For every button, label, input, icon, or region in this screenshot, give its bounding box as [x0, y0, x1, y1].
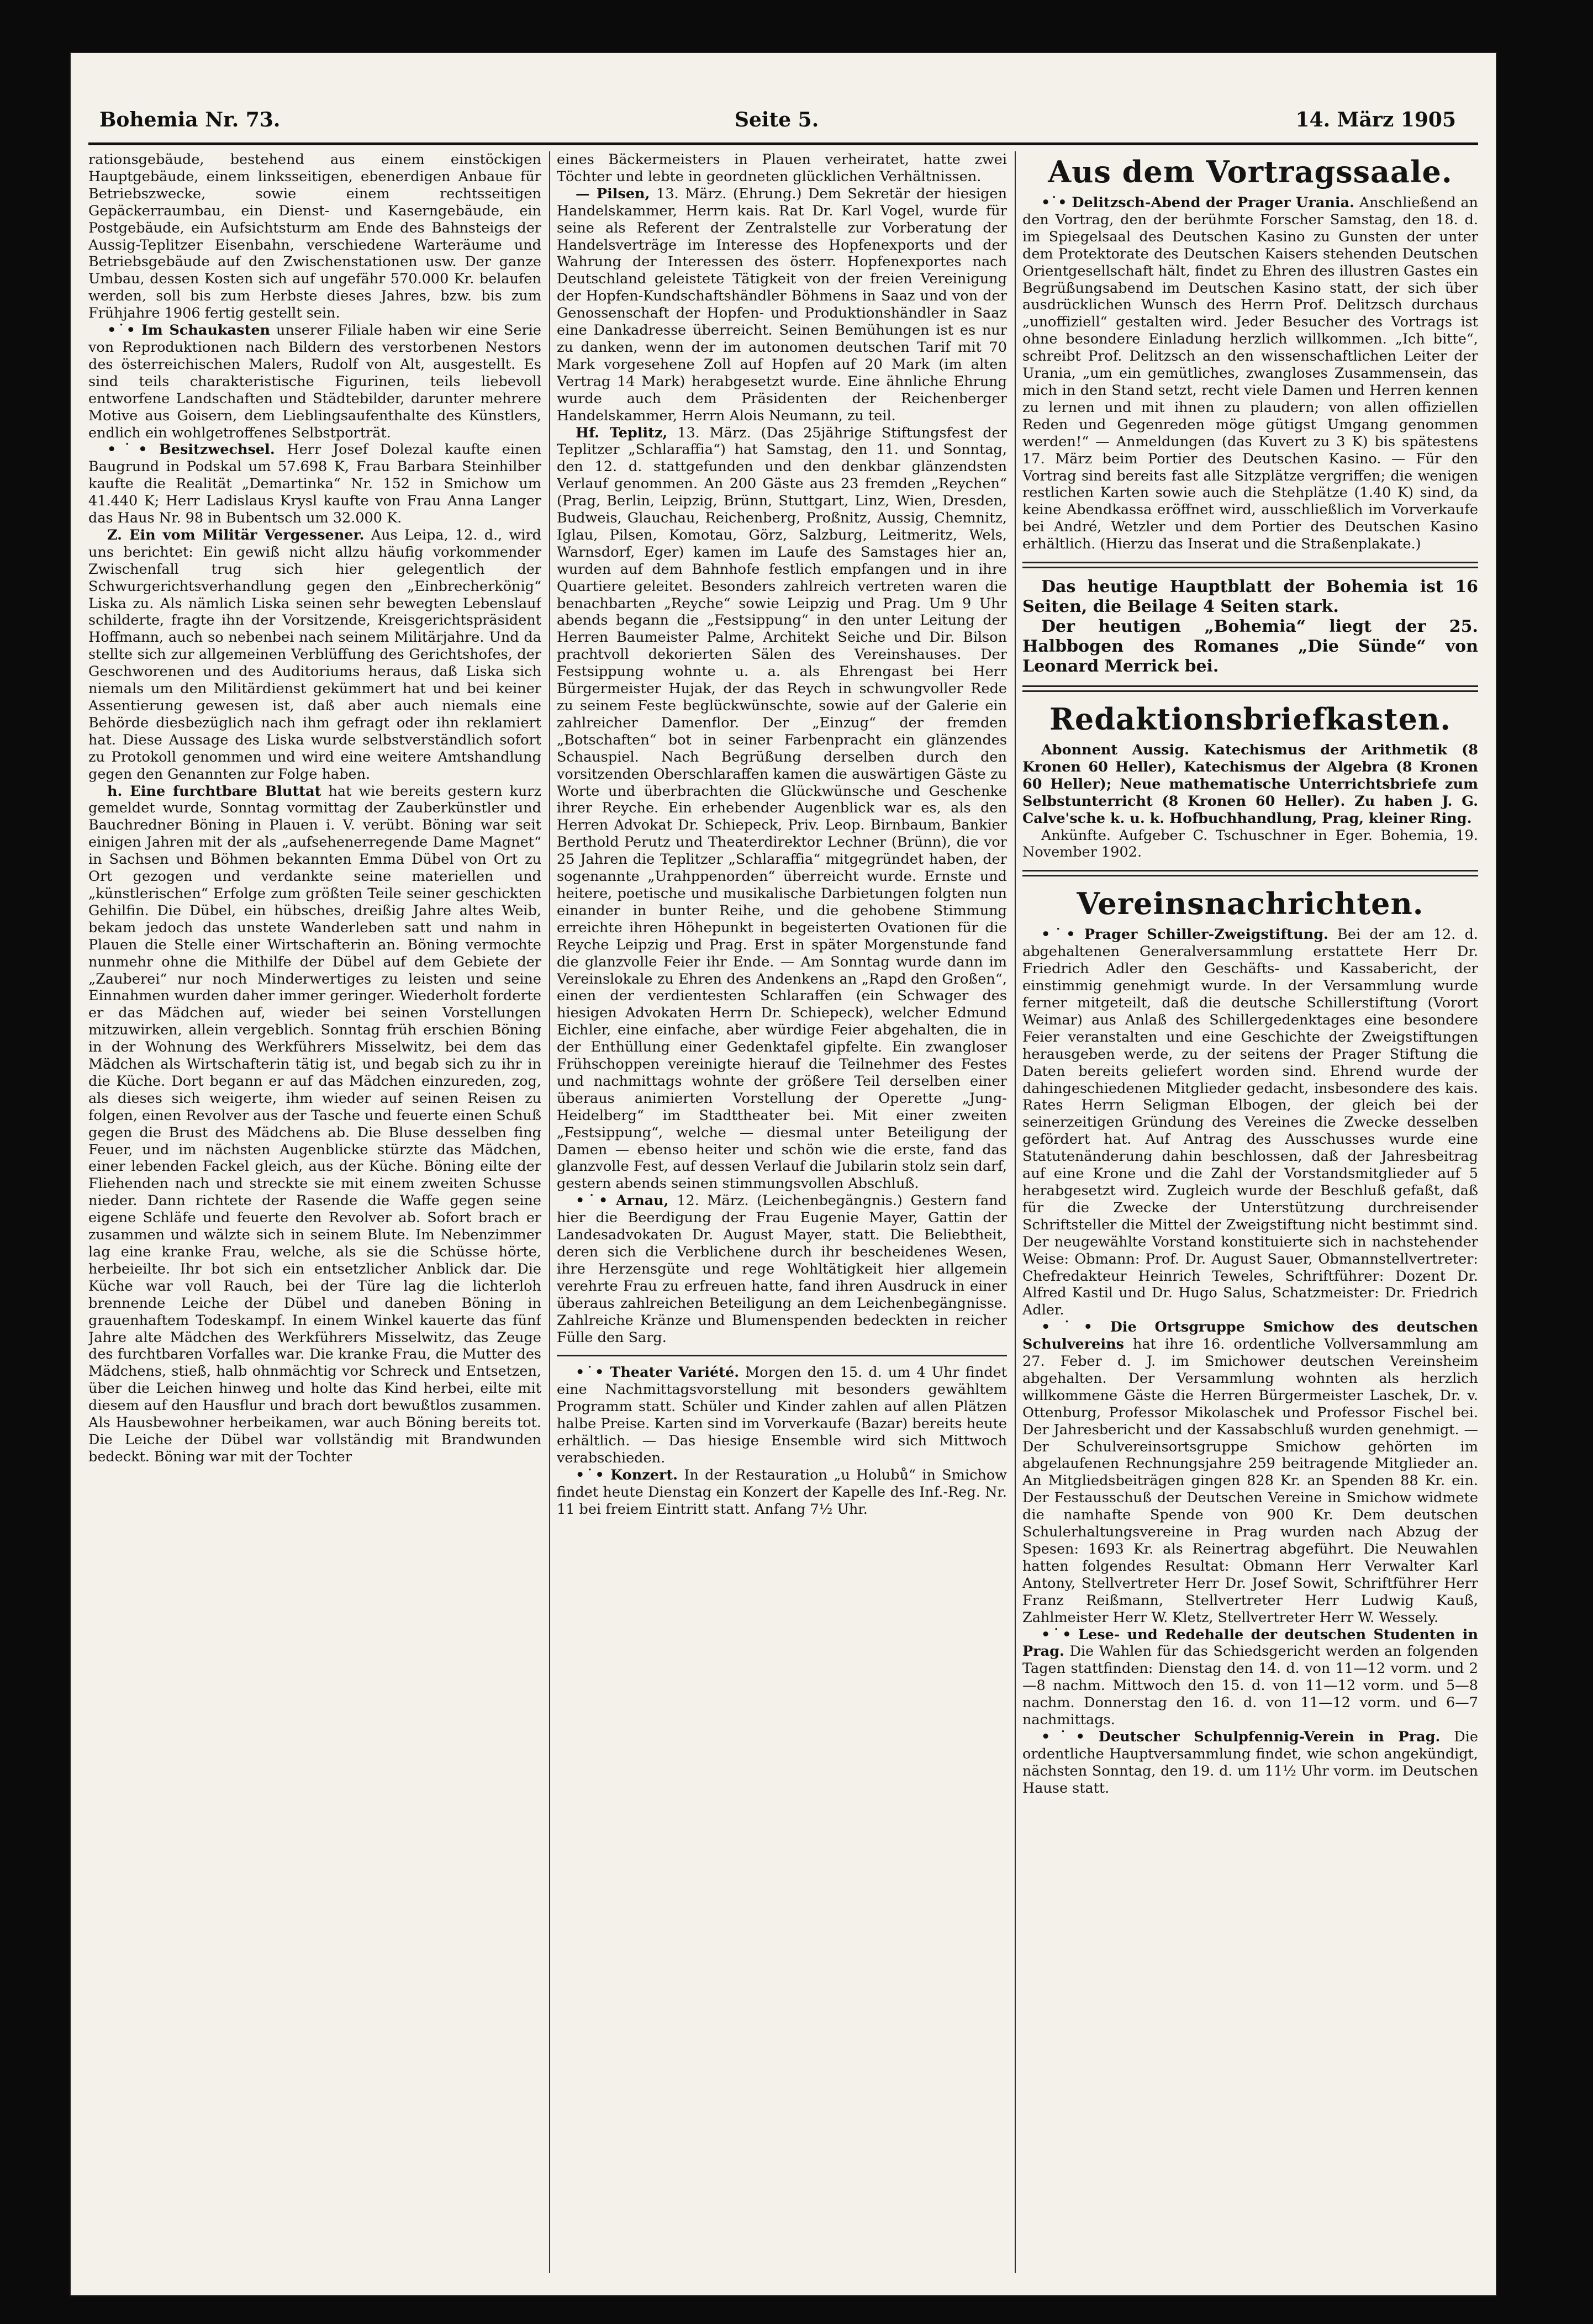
article-schaukasten: •˙• Im Schaukasten unserer Filiale haben wir eine Serie von Reproduktionen nach Bildern des verstorbenen Nestors des österreichischen Malers, Rudolf von Alt, ausgestellt. Es sind teils charakteristische Figurinen, teils liebevoll entworfene Landschaften und Städtebilder, darunter mehrere Motive aus Goisern, dem Lieblingsaufenthalte des Künstlers, endlich ein wohlgetroffenes Selbstporträt. — [88, 322, 541, 441]
article-schulpfennig: •˙• Deutscher Schulpfennig-Verein in Prag. Die ordentliche Hauptversammlung findet, wie schon angekündigt, nächsten Sonntag, den 19. d. um 11½ Uhr vorm. im Deutschen Hause statt. — [1022, 1728, 1478, 1797]
article-schulverein: •˙• Die Ortsgruppe Smichow des deutschen Schulvereins hat ihre 16. ordentliche Vollversammlung am 27. Feber d. J. im Smichower deutschen Vereinsheim abgehalten. Der Versammlung wohnten als herzlich willkommene Gäste die Herren Bürgermeister Laschek, Dr. v. Ottenburg, Professor Mikolaschek und Professor Fischel bei. Der Jahresbericht und der Kassabschluß wurden genehmigt. — Der Schulvereinsortsgruppe Smichow gehörten im abgelaufenen Rechnungsjahre 259 beitragende Mitglieder an. An Mitgliedsbeiträgen gingen 828 Kr. an Spenden 88 Kr. ein. Der Festausschuß der Deutschen Vereine in Smichow widmete die namhafte Spende von 900 Kr. Dem deutschen Schulerhaltungsvereine in Prag wurden nach Abzug der Spesen: 1693 Kr. als Reinertrag abgeführt. Die Neuwahlen hatten folgendes Resultat: Obmann Herr Verwalter Karl Antony, Stellvertreter Herr Dr. Josef Sowit, Schriftführer Herr Franz Reißmann, Stellvertreter Herr Ludwig Kauß, Zahlmeister Herr W. Kletz, Stellvertreter Herr W. Wessely. — [1022, 1319, 1478, 1626]
article-heading: Die Ortsgruppe Smichow des deutschen Schulvereins — [1022, 1319, 1478, 1353]
article-theater: •˙• Theater Variété. Morgen den 15. d. um 4 Uhr findet eine Nachmittagsvorstellung mit besonders gewähltem Programm statt. Schüler und Kinder zahlen auf allen Plätzen halbe Preise. Karten sind im Vorverkaufe (Bazar) bereits heute erhältlich. — Das hiesige Ensemble wird sich Mittwoch verabschieden. — [557, 1364, 1007, 1466]
article-body: hat wie bereits gestern kurz gemeldet wurde, Sonntag vormittag der Zauberkünstler und Bauchredner Böning in Plauen i. V. verübt. Böning war seit einigen Jahren mit der als „aufsehenerregende Dame Magnet“ in Sachsen und Böhmen bekannten Emma Dübel von Ort zu Ort gezogen und verdankte seine materiellen und „künstlerischen“ Erfolge zum größten Teile seiner geschickten Gehilfin. Die Dübel, ein hübsches, dreißig Jahre altes Weib, bekam jedoch das unstete Wanderleben satt und nahm in Plauen die Stelle einer Wirtschafterin an. Böning vermochte nunmehr ohne die Mithilfe der Dübel auf dem Gebiete der „Zauberei“ nur noch Minderwertiges zu leisten und seine Einnahmen wurden daher immer geringer. Wiederholt forderte er das Mädchen auf, wieder bei seinen Vorstellungen mitzuwirken, allein vergeblich. Sonntag früh erschien Böning in der Wohnung des Werkführers Misselwitz, bei dem das Mädchen als Wirtschafterin tätig ist, und begab sich zu ihr in die Küche. Dort begann er auf das Mädchen einzureden, zog, als dieses sich weigerte, ihm wieder auf seinen Reisen zu folgen, einen Revolver aus der Tasche und feuerte einen Schuß gegen die Brust des Mädchens ab. Die Bluse desselben fing Feuer, und im nächsten Augenblicke stürzte das Mädchen, einer lebenden Fackel gleich, aus der Küche. Böning eilte der Fliehenden nach und streckte sie mit einem zweiten Schusse nieder. Dann richtete der Rasende die Waffe gegen seine eigene Schläfe und feuerte den Revolver ab. Sofort brach er zusammen und wälzte sich in seinem Blute. Im Nebenzimmer lag eine kranke Frau, welche, als sie die Schüsse hörte, herbeieilte. Ihr bot sich ein entsetzlicher Anblick dar. Die Küche war voll Rauch, bei der Türe lag die lichterloh brennende Leiche der Dübel und daneben Böning in grauenhaftem Todeskampf. In einem Winkel kauerte das fünf Jahre alte Mädchen des Werkführers Misselwitz, das Zeuge des furchtbaren Vorfalles war. Die kranke Frau, die Mutter des Mädchens, stieß, halb ohnmächtig vor Schreck und Entsetzen, über die Leichen hinweg und holte das Kind herbei, eilte mit diesem auf den Hausflur und brach dort bewußtlos zusammen. Als Hausbewohner herbeikamen, war auch Böning bereits tot. Die Leiche der Dübel war vollständig mit Brandwunden bedeckt. Böning war mit der Tochter — [88, 783, 541, 1465]
page-number: Seite 5. — [735, 108, 819, 131]
article-heading: Prager Schiller-Zweigstiftung. — [1084, 926, 1328, 943]
column-1 — [88, 151, 541, 2272]
article-body: Morgen den 15. d. um 4 Uhr findet eine Nachmittagsvorstellung mit besonders gewähltem Programm statt. Schüler und Kinder zahlen auf allen Plätzen halbe Preise. Karten sind im Vorverkaufe (Bazar) bereits heute erhältlich. — Das hiesige Ensemble wird sich Mittwoch verabschieden. — [557, 1364, 1007, 1466]
issue-date: 14. März 1905 — [1295, 108, 1456, 131]
article-body: 12. März. (Leichenbegängnis.) Gestern fand hier die Beerdigung der Frau Eugenie Mayer, Gattin der Landesadvokaten Dr. August Mayer, statt. Die Beliebtheit, deren sich die Verblichene durch ihr bescheidenes Wesen, ihre Herzensgüte und rege Wohltätigkeit hier allgemein verehrte Frau zu erfreuen hatte, fand ihren Ausdruck in einer überaus zahlreichen Beteiligung an dem Leichenbegängnisse. Zahlreiche Kränze und Blumenspenden bedeckten in reicher Fülle den Sarg. — [557, 1192, 1007, 1346]
page-header — [88, 108, 1478, 147]
letterbox-entry: Abonnent Aussig. Katechismus der Arithmetik (8 Kronen 60 Heller), Katechismus der Algebra (8 Kronen 60 Heller); Neue mathematische Unterrichtsbriefe zum Selbstunterricht (8 Kronen 60 Heller). Zu haben J. G. Calve'sche k. u. k. Hofbuchhandlung, Prag, kleiner Ring. — [1022, 742, 1478, 827]
article-body: Bei der am 12. d. abgehaltenen Generalversammlung erstattete Herr Dr. Friedrich Adler den Geschäfts- und Kassabericht, der einstimmig genehmigt wurde. In der Versammlung wurde ferner mitgeteilt, daß die deutsche Schillerstiftung (Vorort Weimar) aus Anlaß des Schillergedenktages eine besondere Feier veranstalten und eine Geschichte der Zweigstiftungen herausgeben werde, zu der seitens der Prager Stiftung die Daten bereits geliefert worden sind. Ehrend wurde der dahingeschiedenen Mitglieder gedacht, insbesondere des kais. Rates Herrn Seligman Elbogen, der gleich bei der seinerzeitigen Gründung des Vereines die Zwecke desselben gefördert hat. Auf Antrag des Ausschusses wurde eine Statutenänderung dahin beschlossen, daß der Jahresbeitrag auf eine Krone und die Zahl der Vorstandsmitglieder auf 5 herabgesetzt wird. Zugleich wurde der Beschluß gefaßt, daß für die Zwecke der Unterstützung durchreisender Schriftsteller die Mittel der Zweigstiftung nicht bestimmt sind. Der neugewählte Vorstand konstituierte sich in nachstehender Weise: Obmann: Prof. Dr. August Sauer, Obmannstellvertreter: Chefredakteur Heinrich Teweles, Schriftführer: Dozent Dr. Alfred Kastil und Dr. Hugo Salus, Schatzmeister: Dr. Friedrich Adler. — [1022, 926, 1478, 1319]
section-title-vereinsnachrichten: Vereinsnachrichten. — [1077, 886, 1424, 922]
article-body: Herr Josef Dolezal kaufte einen Baugrund in Podskal um 57.698 K, Frau Barbara Steinhilber kaufte die Realität „Demartinka“ Nr. 152 in Smichow um 41.440 K; Herr Ladislaus Krysl kaufte von Frau Anna Langer das Haus Nr. 98 in Bubentsch um 32.000 K. — [88, 441, 541, 527]
article-pilsen — [557, 186, 1007, 425]
article-body: Die ordentliche Hauptversammlung findet, wie schon angekündigt, nächsten Sonntag, den 19. d. um 11½ Uhr vorm. im Deutschen Hause statt. — [1022, 1728, 1478, 1797]
article-body: Aus Leipa, 12. d., wird uns berichtet: Ein gewiß nicht allzu häufig vorkommender Zwischenfall trug sich hier gelegentlich der Schwurgerichtsverhandlung gegen den „Einbrecherkönig“ Liska zu. Als nämlich Liska seinen sehr bewegten Lebenslauf schilderte, fragte ihn der Vorsitzende, Kreisgerichtspräsident Hoffmann, auch so nebenbei nach seinem Militärjahre. Und da stellte sich zur allgemeinen Verblüffung des Gerichtshofes, der Geschworenen und des Auditoriums heraus, daß Liska sich niemals um den Militärdienst gekümmert hat und bei keiner Assentierung gewesen ist, daß aber auch niemals eine Behörde diesbezüglich nach ihm gefragt oder ihn reklamiert hat. Diese Aussage des Liska wurde selbstverständlich sofort zu Protokoll genommen und wird eine weitere Amtshandlung gegen den Genannten zur Folge haben. — [88, 526, 541, 783]
article-heading: Besitzwechsel. — [159, 441, 275, 458]
divider-rule — [1022, 562, 1478, 568]
article-heading: Delitzsch-Abend der Prager Urania. — [1072, 194, 1354, 211]
article-body: Anschließend an den Vortrag, den der berühmte Forscher Samstag, den 18. d. im Spiegelsaal des Deutschen Kasino zu Gunsten der unter dem Protektorate des Deutschen Kaisers stehenden Deutschen Orientgesellschaft hält, findet zu Ehren des illustren Gastes ein Begrüßungsabend im Deutschen Kasino statt, der sich über ausdrücklichen Wunsch des Herrn Prof. Delitzsch durchaus „unoffiziell“ gestalten wird. Jeder Besucher des Vortrags ist ohne besondere Einladung herzlich willkommen. „Ich bitte“, schreibt Prof. Delitzsch an den wissenschaftlichen Leiter der Urania, „um ein gemütliches, zwangloses Zusammensein, das mich in den Stand setzt, recht viele Damen und Herren kennen zu lernen und mit ihnen zu plaudern; von allen offiziellen Reden und Gegenreden möge gütigst Umgang genommen werden!“ — Anmeldungen (das Kuvert zu 3 K) bis spätestens 17. März beim Portier des Deutschen Kasino. — Für den Vortrag sind bereits fast alle Sitzplätze vergriffen; die wenigen restlichen Karten sowie auch die Stehplätze (1.40 K) sind, da keine Abendkassa eröffnet wird, ausschließlich im Vorverkaufe bei André, Wetzler und dem Portier des Deutschen Kasino erhältlich. (Hierzu das Inserat und die Straßenplakate.) — [1022, 194, 1478, 553]
column-3 — [1022, 151, 1478, 2228]
article-body: 13. März. (Das 25jährige Stiftungsfest der Teplitzer „Schlaraffia“) hat Samstag, den 11. und Sonntag, den 12. d. stattgefunden und den denkbar glänzendsten Verlauf genommen. An 200 Gäste aus 23 fremden „Reychen“ (Prag, Berlin, Leipzig, Brünn, Stuttgart, Linz, Wien, Dresden, Budweis, Glauchau, Reichenberg, Proßnitz, Aussig, Chemnitz, Iglau, Pilsen, Komotau, Görz, Salzburg, Leitmeritz, Wels, Warnsdorf, Eger) kamen im Laufe des Samstages hier an, wurden auf dem Bahnhofe festlich empfangen und in ihre Quartiere geleitet. Besonders zahlreich vertreten waren die benachbarten „Reyche“ sowie Leipzig und Prag. Um 9 Uhr abends begann die „Festsippung“ in den unter Leitung der Herren Baumeister Palme, Architekt Seiche und Dir. Bilson prachtvoll dekorierten Sälen des Vereinshauses. Der Festsippung wohnte u. a. als Ehrengast bei Herr Bürgermeister Hujak, der das Reych in schwungvoller Rede zu seinem Feste beglückwünschte, sowie auf der Galerie ein zahlreicher Damenflor. Der „Einzug“ der fremden „Botschaften“ bot in seiner Farbenpracht ein glänzendes Schauspiel. Nach Begrüßung derselben durch den vorsitzenden Oberschlaraffen kamen die auswärtigen Gäste zu Worte und überbrachten die Glückwünsche und Geschenke ihrer Reyche. Ein erhebender Augenblick war es, als den Herren Advokat Dr. Schiepeck, Priv. Leop. Birnbaum, Bankier Berthold Perutz und Theaterdirektor Lechner (Brünn), die vor 25 Jahren die Teplitzer „Schlaraffia“ mitgegründet haben, der sogenannte „Urahppenorden“ überreicht wurde. Ernste und heitere, poetische und musikalische Darbietungen folgten nun einander in bunter Reihe, und die gehobene Stimmung erreichte ihren Höhepunkt in begeisterten Ovationen für die Reyche Leipzig und Prag. Erst in später Morgenstunde fand die glanzvolle Feier ihr Ende. — Am Sonntag wurde dann im Vereinslokale zu Ehren des Andenkens an „Rapd den Großen“, einen der verdientesten Schlaraffen (ein Schwager des hiesigen Advokaten Herrn Dr. Schiepeck), welcher Edmund Eichler, eine einfache, aber würdige Feier abgehalten, die in der Enthüllung einer Gedenktafel gipfelte. Ein zwangloser Frühschoppen vereinigte hierauf die Teilnehmer des Festes und nachmittags wohnte der größere Teil derselben einer überaus animierten Vorstellung der Operette „Jung-Heidelberg“ im Stadttheater bei. Mit einer zweiten „Festsippung“, welche — diesmal unter Beteiligung der Damen — ebenso heiter und schön wie die erste, fand das glanzvolle Fest, auf dessen Verlauf die Jubilarin stolz sein darf, gestern abends seinen stimmungsvollen Abschluß. — [557, 424, 1007, 1192]
divider-rule — [1022, 685, 1478, 692]
article-delitzsch: •˙• Delitzsch-Abend der Prager Urania. Anschließend an den Vortrag, den der berühmte Forscher Samstag, den 18. d. im Spiegelsaal des Deutschen Kasino zu Gunsten der unter dem Protektorate des Deutschen Kaisers stehenden Deutschen Orientgesellschaft hält, findet zu Ehren des illustren Gastes ein Begrüßungsabend im Deutschen Kasino statt, der sich über ausdrücklichen Wunsch des Herrn Prof. Delitzsch durchaus „unoffiziell“ gestalten wird. Jeder Besucher des Vortrags ist ohne besondere Einladung herzlich willkommen. „Ich bitte“, schreibt Prof. Delitzsch an den wissenschaftlichen Leiter der Urania, „um ein gemütliches, zwangloses Zusammensein, das mich in den Stand setzt, recht viele Damen und Herren kennen zu lernen und mit ihnen zu plaudern; von allen offiziellen Reden und Gegenreden möge gütigst Umgang genommen werden!“ — Anmeldungen (das Kuvert zu 3 K) bis spätestens 17. März beim Portier des Deutschen Kasino. — Für den Vortrag sind bereits fast alle Sitzplätze vergriffen; die wenigen restlichen Karten sowie auch die Stehplätze (1.40 K) sind, da keine Abendkassa eröffnet wird, ausschließlich im Vorverkaufe bei André, Wetzler und dem Portier des Deutschen Kasino erhältlich. (Hierzu das Inserat und die Straßenplakate.) — [1022, 194, 1478, 553]
column-divider — [549, 151, 550, 2273]
column-divider — [1015, 151, 1016, 2273]
article-heading: Z. Ein vom Militär Vergessener. — [107, 526, 365, 543]
article-bahnhof: rationsgebäude, bestehend aus einem einstöckigen Hauptgebäude, einem linksseitigen, ebenerdigen Anbaue für Betriebszwecke, sowie einem rechtsseitigen Gepäckerraumbau, ein Dienst- und Kaserngebäude, ein Postgebäude, ein Aufsichtsturm am Ende des Bahnsteigs der Aussig-Teplitzer Eisenbahn, verschiedene Warteräume und Betriebsgebäude auf den Zwischenstationen usw. Der ganze Umbau, dessen Kosten sich auf ungefähr 570.000 Kr. belaufen werden, soll bis zum Herbste dieses Jahres, bzw. bis zum Frühjahre 1906 fertig gestellt sein. — [88, 151, 541, 322]
article-militaer — [88, 527, 541, 783]
article-body: Die Wahlen für das Schiedsgericht werden an folgenden Tagen stattfinden: Dienstag den 14. d. von 11—12 vorm. und 2—8 nachm. Mittwoch den 15. d. von 11—12 vorm. und 5—8 nachm. Donnerstag den 16. d. von 11—12 vorm. und 6—7 nachmittags. — [1022, 1643, 1478, 1729]
divider-rule — [1022, 870, 1478, 876]
article-heading: h. Eine furchtbare Bluttat — [107, 783, 321, 800]
notice-supplement: Der heutigen „Bohemia“ liegt der 25. Halbbogen des Romanes „Die Sünde“ von Leonard Merrick bei. — [1022, 617, 1478, 677]
letterbox-entry: Ankünfte. Aufgeber C. Tschuschner in Eger. Bohemia, 19. November 1902. — [1022, 827, 1478, 861]
article-heading: Theater Variété. — [610, 1364, 740, 1381]
section-title-vortragssaale: Aus dem Vortragssaale. — [1048, 154, 1453, 189]
issue-label: Bohemia Nr. 73. — [99, 108, 281, 131]
article-heading: Lese- und Redehalle der deutschen Studenten in Prag. — [1022, 1626, 1478, 1660]
article-body: hat ihre 16. ordentliche Vollversammlung am 27. Feber d. J. im Smichower deutschen Vereinsheim abgehalten. Der Versammlung wohnten als herzlich willkommene Gäste die Herren Bürgermeister Laschek, Dr. v. Ottenburg, Professor Mikolaschek und Professor Fischel bei. Der Jahresbericht und der Kassabschluß wurden genehmigt. — Der Schulvereinsortsgruppe Smichow gehörten im abgelaufenen Rechnungsjahre 259 beitragende Mitglieder an. An Mitgliedsbeiträgen gingen 828 Kr. an Spenden 88 Kr. ein. Der Festausschuß der Deutschen Vereine in Smichow widmete die namhafte Spende von 900 Kr. Dem deutschen Schulerhaltungsvereine in Prag wurden nach Abzug der Spesen: 1693 Kr. als Reinertrag abgeführt. Die Neuwahlen hatten folgendes Resultat: Obmann Herr Verwalter Karl Antony, Stellvertreter Herr Dr. Josef Sowit, Schriftführer Herr Franz Reißmann, Stellvertreter Herr Ludwig Kauß, Zahlmeister Herr W. Kletz, Stellvertreter Herr W. Wessely. — [1022, 1336, 1478, 1626]
article-body: In der Restauration „u Holubů“ in Smichow findet heute Dienstag ein Konzert der Kapelle des Inf.-Reg. Nr. 11 bei freiem Eintritt statt. Anfang 7½ Uhr. — [557, 1466, 1007, 1518]
article-heading: Im Schaukasten — [141, 322, 271, 339]
article-besitzwechsel: •˙• Besitzwechsel. Herr Josef Dolezal kaufte einen Baugrund in Podskal um 57.698 K, Frau Barbara Steinhilber kaufte die Realität „Demartinka“ Nr. 152 in Smichow um 41.440 K; Herr Ladislaus Krysl kaufte von Frau Anna Langer das Haus Nr. 98 in Bubentsch um 32.000 K. — [88, 441, 541, 527]
article-heading: Deutscher Schulpfennig-Verein in Prag. — [1098, 1728, 1441, 1745]
divider-rule — [557, 1355, 1007, 1356]
article-konzert: •˙• Konzert. In der Restauration „u Holubů“ in Smichow findet heute Dienstag ein Konzert der Kapelle des Inf.-Reg. Nr. 11 bei freiem Eintritt statt. Anfang 7½ Uhr. — [557, 1466, 1007, 1518]
article-heading: Hf. Teplitz, — [576, 424, 668, 441]
article-lesehalle: •˙• Lese- und Redehalle der deutschen Studenten in Prag. Die Wahlen für das Schiedsgericht werden an folgenden Tagen stattfinden: Dienstag den 14. d. von 11—12 vorm. und 2—8 nachm. Mittwoch den 15. d. von 11—12 vorm. und 5—8 nachm. Donnerstag den 16. d. von 11—12 vorm. und 6—7 nachmittags. — [1022, 1626, 1478, 1729]
article-heading: Konzert. — [610, 1466, 678, 1483]
section-title-briefkasten: Redaktionsbriefkasten. — [1049, 701, 1451, 737]
notice-page-count: Das heutige Hauptblatt der Bohemia ist 16 Seiten, die Beilage 4 Seiten stark. — [1022, 577, 1478, 617]
article-teplitz — [557, 425, 1007, 1193]
article-body: 13. März. (Ehrung.) Dem Sekretär der hiesigen Handelskammer, Herrn kais. Rat Dr. Karl Vogel, wurde für seine als Referent der Zentralstelle zur Vorberatung der Handelsverträge im Interesse des Hopfenexports und der Wahrung der Interessen des österr. Hopfenexportes nach Deutschland geleistete Tätigkeit von der freien Vereinigung der Hopfen-Kundschaftshändler Böhmens in Saaz und von der Genossenschaft der Hopfen- und Produktionshändler in Saaz eine Dankadresse überreicht. Seinen Bemühungen ist es nur zu danken, wenn der im autonomen deutschen Tarif mit 70 Mark vorgesehene Zoll auf Hopfen auf 20 Mark (im alten Vertrag 14 Mark) herabgesetzt wurde. Eine ähnliche Ehrung wurde auch dem Präsidenten der Reichenberger Handelskammer, Herrn Alois Neumann, zu teil. — [557, 185, 1007, 424]
article-arnau: •˙• Arnau, 12. März. (Leichenbegängnis.) Gestern fand hier die Beerdigung der Frau Eugenie Mayer, Gattin der Landesadvokaten Dr. August Mayer, statt. Die Beliebtheit, deren sich die Verblichene durch ihr bescheidenes Wesen, ihre Herzensgüte und rege Wohltätigkeit hier allgemein verehrte Frau zu erfreuen hatte, fand ihren Ausdruck in einer überaus zahlreichen Beteiligung an dem Leichenbegängnisse. Zahlreiche Kränze und Blumenspenden bedeckten in reicher Fülle den Sarg. — [557, 1192, 1007, 1346]
article-schiller: •˙• Prager Schiller-Zweigstiftung. Bei der am 12. d. abgehaltenen Generalversammlung erstattete Herr Dr. Friedrich Adler den Geschäfts- und Kassabericht, der einstimmig genehmigt wurde. In der Versammlung wurde ferner mitgeteilt, daß die deutsche Schillerstiftung (Vorort Weimar) aus Anlaß des Schillergedenktages eine besondere Feier veranstalten und eine Geschichte der Zweigstiftungen herausgeben werde, zu der seitens der Prager Stiftung die Daten bereits geliefert worden sind. Ehrend wurde der dahingeschiedenen Mitglieder gedacht, insbesondere des kais. Rates Herrn Seligman Elbogen, der gleich bei der seinerzeitigen Gründung des Vereines die Zwecke desselben gefördert hat. Auf Antrag des Ausschusses wurde eine Statutenänderung dahin beschlossen, daß der Jahresbeitrag auf eine Krone und die Zahl der Vorstandsmitglieder auf 5 herabgesetzt wird. Zugleich wurde der Beschluß gefaßt, daß für die Zwecke der Unterstützung durchreisender Schriftsteller die Mittel der Zweigstiftung nicht bestimmt sind. Der neugewählte Vorstand konstituierte sich in nachstehender Weise: Obmann: Prof. Dr. August Sauer, Obmannstellvertreter: Chefredakteur Heinrich Teweles, Schriftführer: Dozent Dr. Alfred Kastil und Dr. Hugo Salus, Schatzmeister: Dr. Friedrich Adler. — [1022, 926, 1478, 1319]
article-body: unserer Filiale haben wir eine Serie von Reproduktionen nach Bildern des verstorbenen Nestors des österreichischen Malers, Rudolf von Alt, ausgestellt. Es sind teils charakteristische Figurinen, teils liebevoll entworfene Landschaften und Städtebilder, darunter mehrere Motive aus Goisern, dem Lieblingsaufenthalte des Künstlers, endlich ein wohlgetroffenes Selbstporträt. — [88, 322, 541, 441]
column-2 — [557, 151, 1007, 2195]
article-heading: Arnau, — [615, 1192, 669, 1209]
header-rule — [88, 142, 1478, 145]
newspaper-page — [71, 53, 1496, 2295]
article-heading: — Pilsen, — [576, 185, 650, 202]
article-bluttat — [88, 783, 541, 1466]
article-continued: eines Bäckermeisters in Plauen verheiratet, hatte zwei Töchter und lebte in geordneten glücklichen Verhältnissen. — [557, 151, 1007, 185]
